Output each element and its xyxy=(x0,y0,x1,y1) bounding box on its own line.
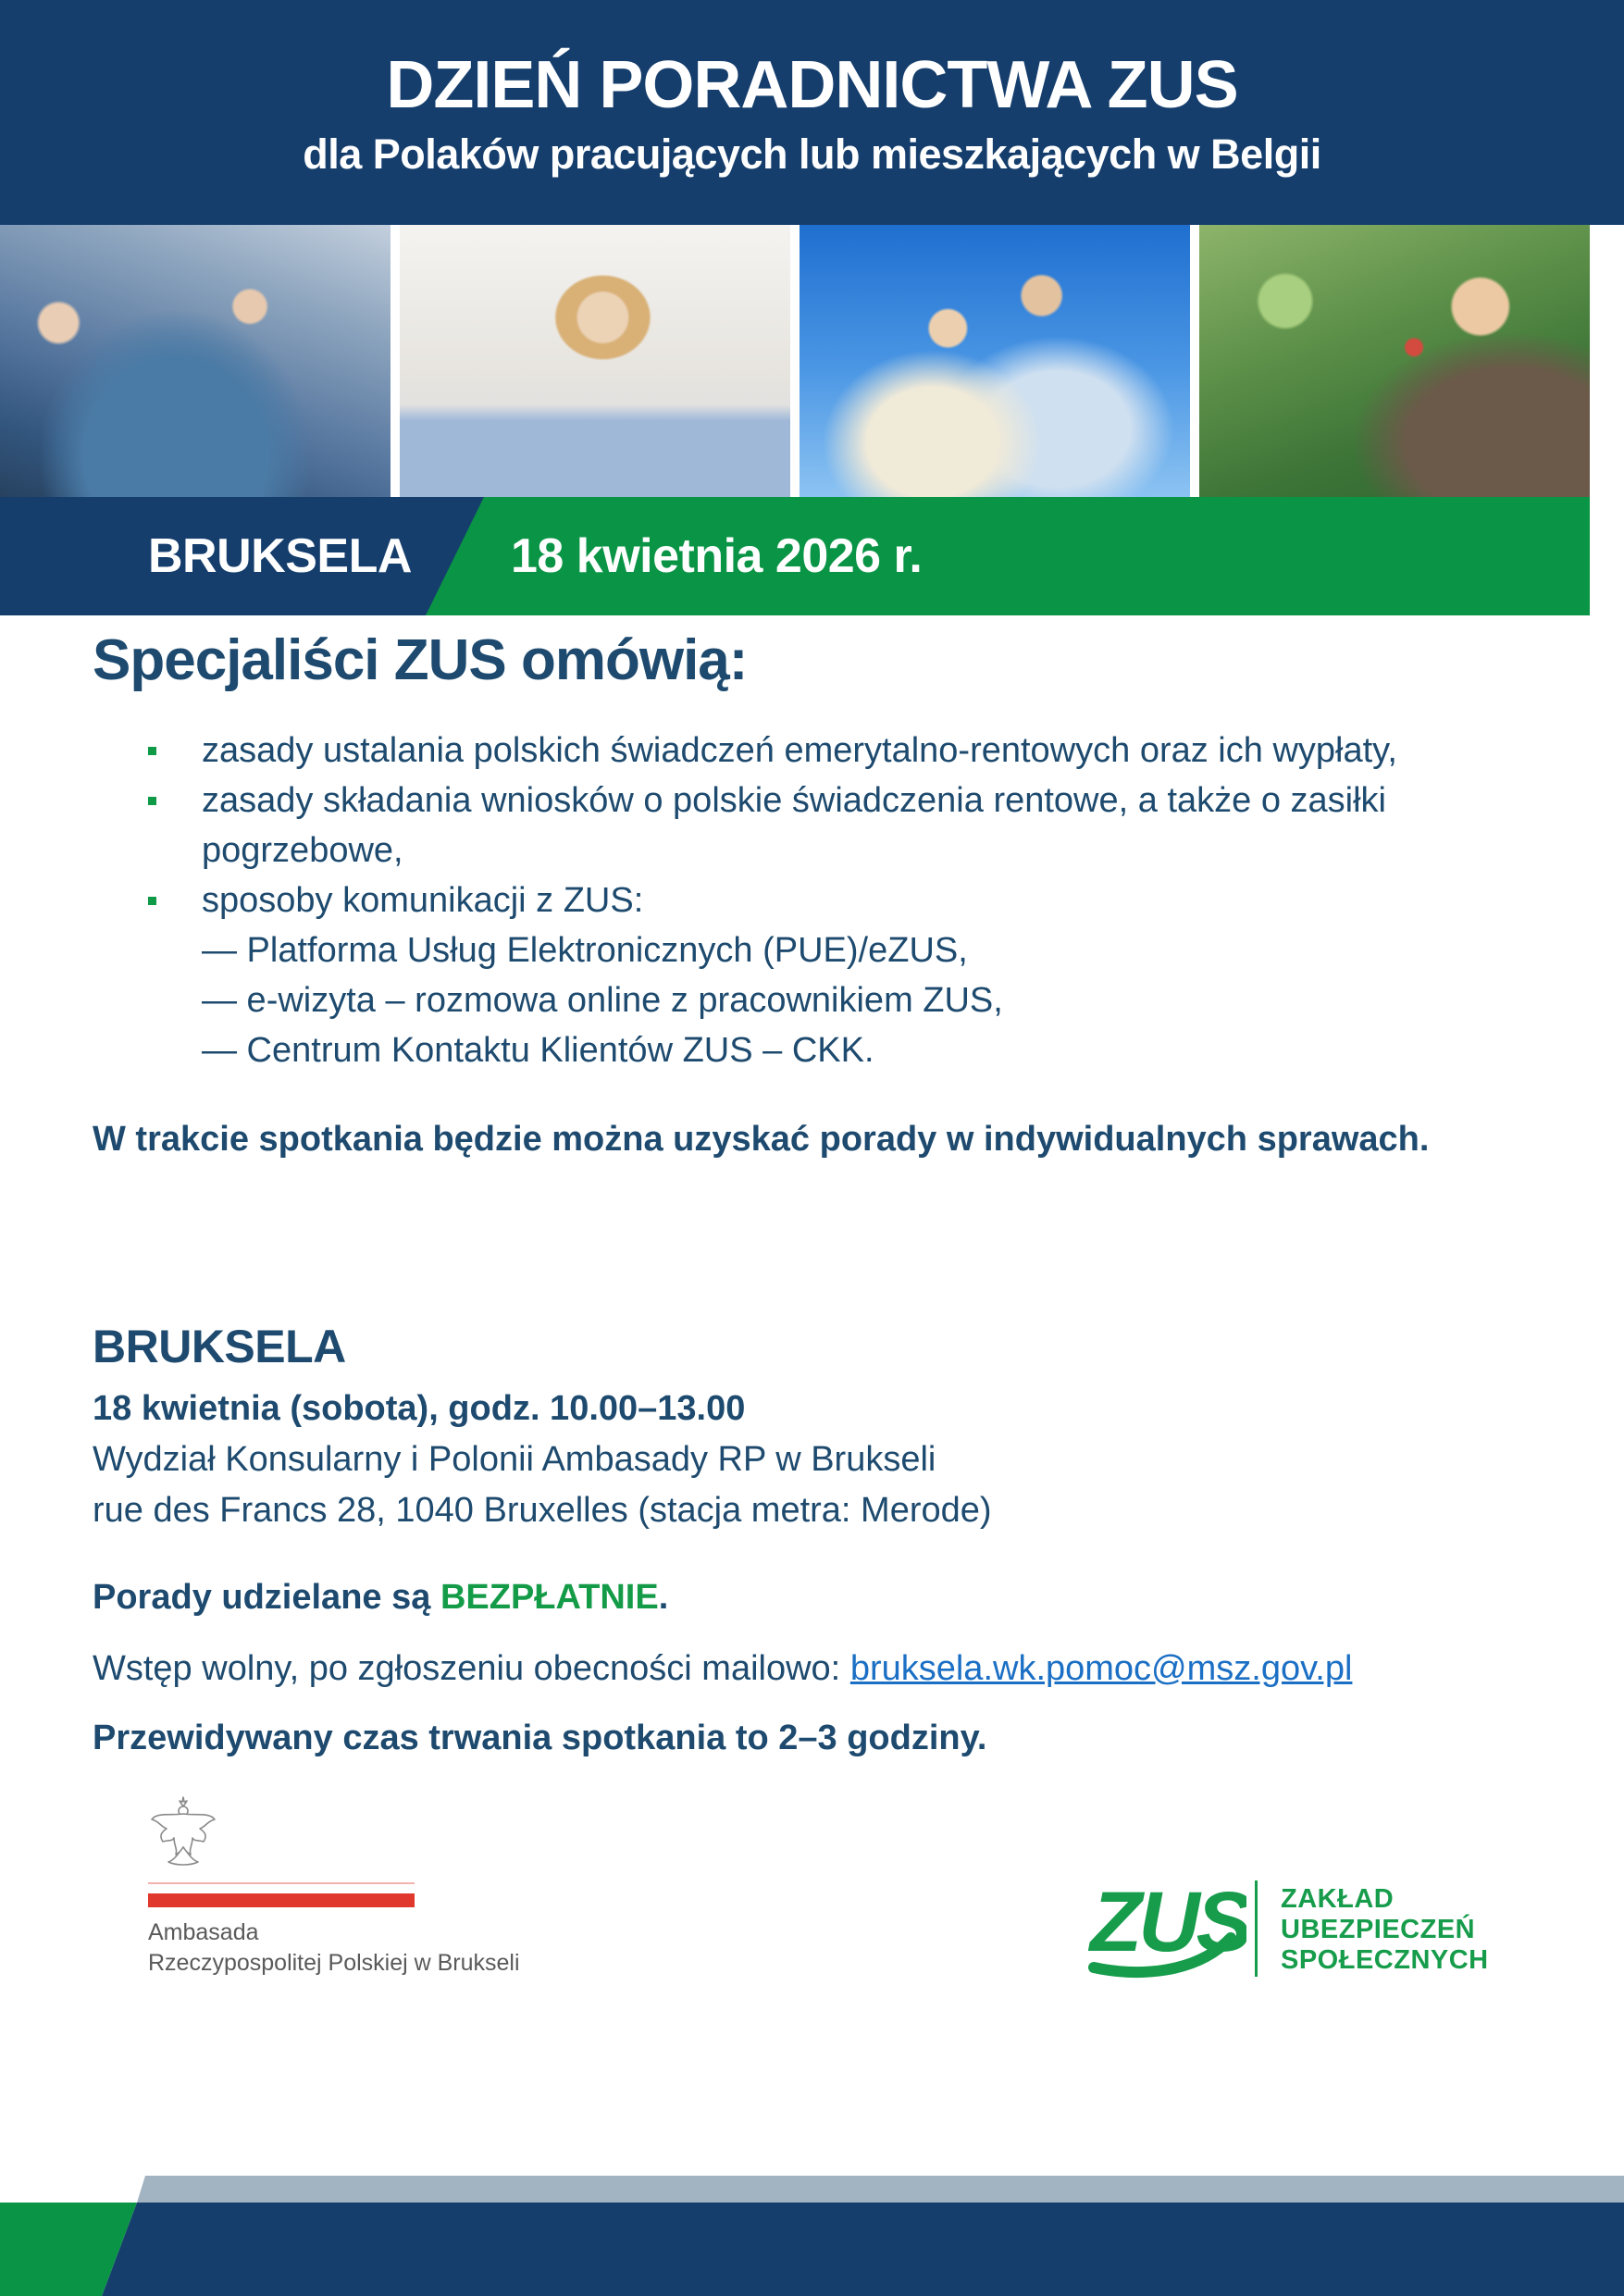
zus-divider-line xyxy=(1255,1880,1258,1977)
sub-list xyxy=(202,925,1543,1075)
section-heading: Specjaliści ZUS omówią: xyxy=(93,628,748,692)
duration-line: Przewidywany czas trwania spotkania to 2–3 godziny. xyxy=(93,1719,987,1757)
location-datetime: 18 kwietnia (sobota), godz. 10.00–13.00 xyxy=(93,1389,746,1428)
bullet-square-icon xyxy=(148,897,156,905)
bullet-square-icon xyxy=(148,747,156,755)
zus-org-line3: SPOŁECZNYCH xyxy=(1281,1945,1489,1975)
location-block xyxy=(93,1319,1536,1536)
sub-list-item: — e-wizyta – rozmowa online z pracownikiem ZUS, xyxy=(202,981,1003,1020)
sub-list-item: — Centrum Kontaktu Klientów ZUS – CKK. xyxy=(202,1031,874,1070)
location-address: rue des Francs 28, 1040 Bruxelles (stacja metra: Merode) xyxy=(93,1491,992,1530)
location-city: BRUKSELA xyxy=(93,1321,346,1372)
photo-strip xyxy=(0,225,1590,497)
entry-line xyxy=(93,1649,1592,1689)
free-advice-suffix: . xyxy=(658,1578,669,1617)
free-advice-line xyxy=(93,1578,1536,1618)
topics-list xyxy=(93,726,1462,1075)
bullet-square-icon xyxy=(148,797,156,805)
bottom-navy-band xyxy=(0,2203,1624,2296)
sub-list-item: — Platforma Usług Elektronicznych (PUE)/eZUS, xyxy=(202,931,968,970)
embassy-caption xyxy=(148,1917,520,1979)
embassy-line1: Ambasada xyxy=(148,1919,259,1945)
flag-thin-line xyxy=(148,1882,415,1884)
embassy-line2: Rzeczypospolitej Polskiej w Brukseli xyxy=(148,1950,520,1976)
page-title: DZIEŃ PORADNICTWA ZUS xyxy=(386,48,1238,122)
bottom-gray-band xyxy=(0,2176,1624,2203)
zus-logo xyxy=(1085,1871,1246,1985)
zus-org-line1: ZAKŁAD xyxy=(1281,1884,1395,1914)
free-advice-prefix: Porady udzielane są xyxy=(93,1578,431,1617)
location-venue: Wydział Konsularny i Polonii Ambasady RP w Brukseli xyxy=(93,1440,936,1479)
flag-red-bar xyxy=(148,1893,415,1907)
list-item xyxy=(93,776,1462,875)
event-city-label: BRUKSELA xyxy=(148,529,412,583)
photo-workshop-trainees xyxy=(0,225,391,497)
zus-org-name xyxy=(1281,1884,1489,1976)
event-band xyxy=(0,497,1590,615)
individual-advice-note: W trakcie spotkania będzie można uzyskać porady w indywidualnych sprawach. xyxy=(93,1120,1430,1159)
photo-senior-couple xyxy=(800,225,1190,497)
photo-senior-man-garden xyxy=(1199,225,1590,497)
polish-eagle-emblem xyxy=(146,1793,220,1878)
list-item xyxy=(93,726,1462,776)
list-item-text: sposoby komunikacji z ZUS: xyxy=(202,881,644,920)
zus-org-line2: UBEZPIECZEŃ xyxy=(1281,1915,1476,1944)
list-item xyxy=(93,875,1462,925)
entry-text: Wstęp wolny, po zgłoszeniu obecności mailowo: xyxy=(93,1649,841,1688)
event-date-label: 18 kwietnia 2026 r. xyxy=(511,529,923,583)
list-item-text: zasady składania wniosków o polskie świadczenia rentowe, a także o zasiłki pogrzebowe, xyxy=(202,781,1386,870)
photo-smiling-woman xyxy=(400,225,790,497)
page-subtitle: dla Polaków pracujących lub mieszkających w Belgii xyxy=(303,130,1321,178)
free-advice-highlight: BEZPŁATNIE xyxy=(440,1578,659,1617)
zus-wordmark-text: ZUS xyxy=(1090,1875,1246,1969)
list-item-text: zasady ustalania polskich świadczeń emerytalno-rentowych oraz ich wypłaty, xyxy=(202,731,1397,770)
header-band xyxy=(0,0,1624,225)
contact-email-link[interactable]: bruksela.wk.pomoc@msz.gov.pl xyxy=(849,1649,1353,1688)
